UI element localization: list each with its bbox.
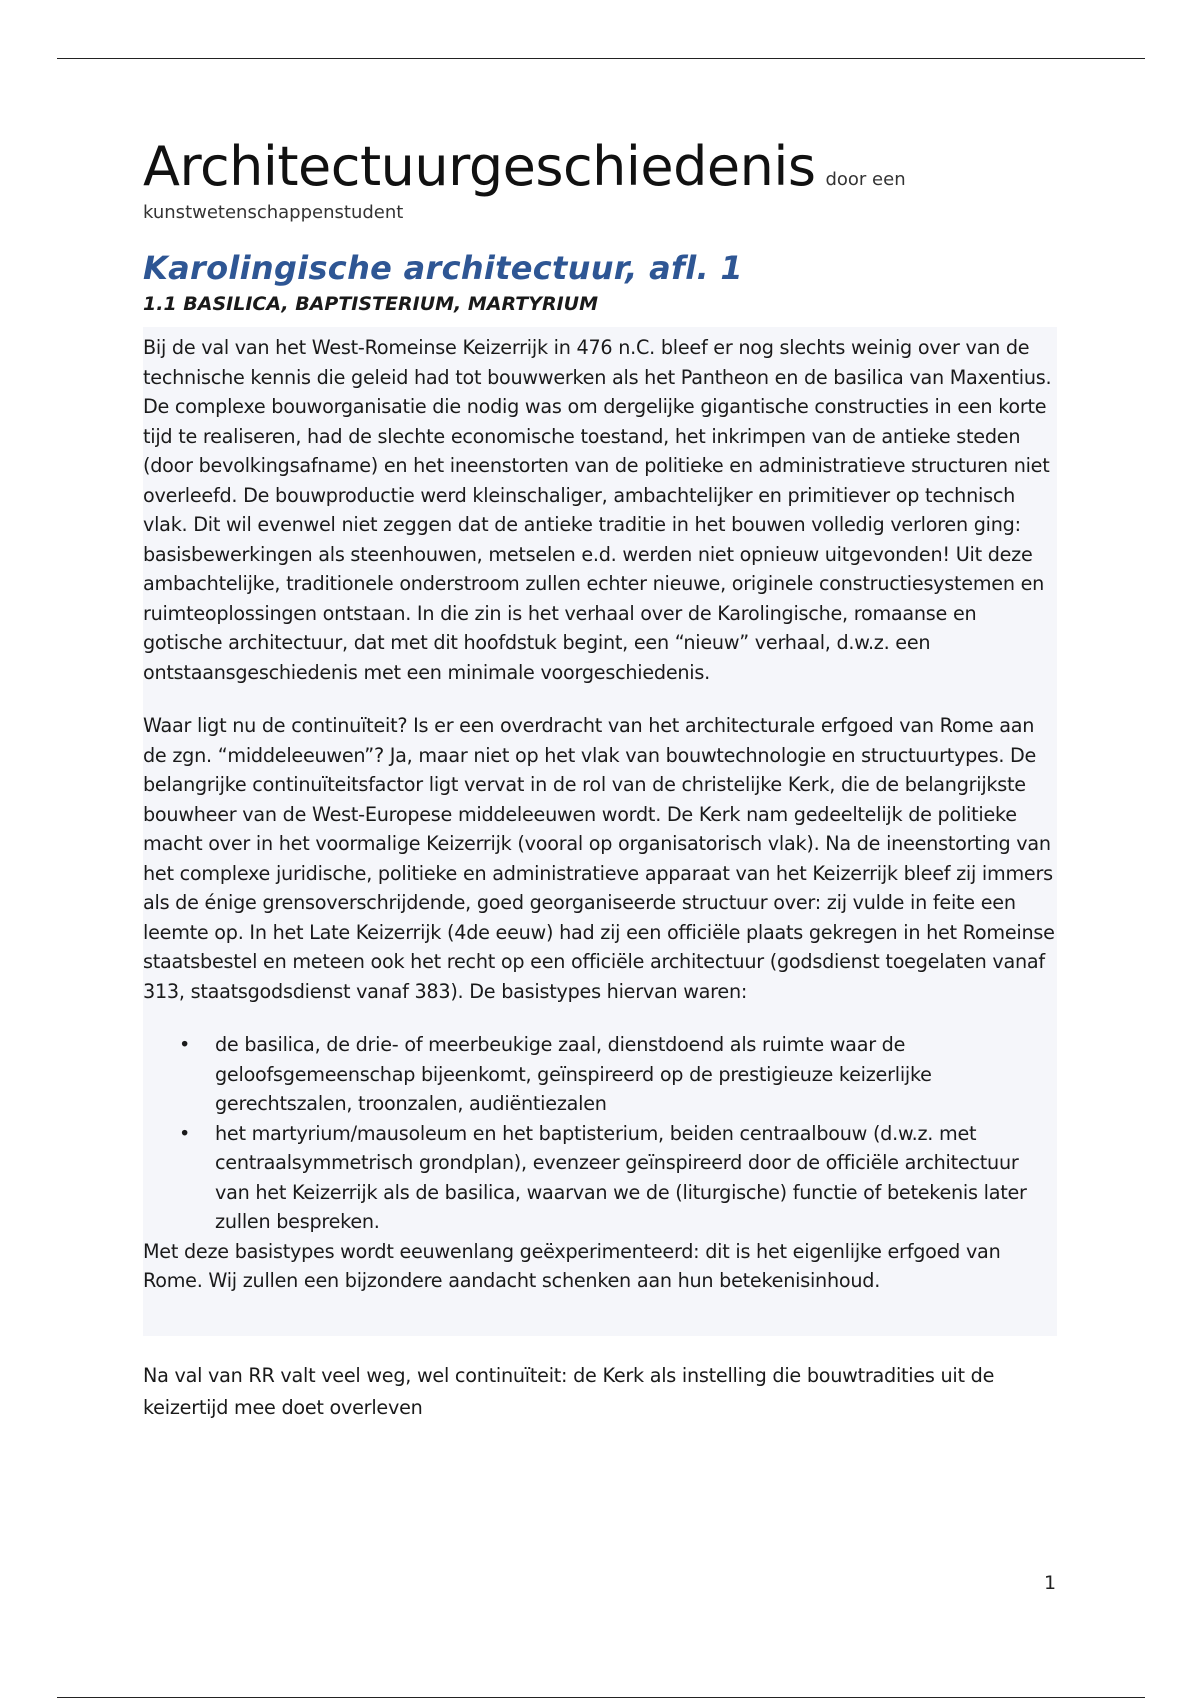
paragraph-2: Waar ligt nu de continuïteit? Is er een overdracht van het architecturale erfgoed van Rome aan de zgn. “middeleeuwen”? Ja, maar niet op het vlak van bouwtechnologie en structuurtypes. De belangrijke continuïteitsfactor ligt vervat in de rol van de christelijke Kerk, die de belangrijkste bouwheer van de West-Europese middeleeuwen wordt. De Kerk nam gedeeltelijk de politieke macht over in het voormalige Keizerrijk (vooral op organisatorisch vlak). Na de ineenstorting van het complexe juridische, politieke en administratieve apparaat van het Keizerrijk bleef zij immers als de énige grensoverschrijdende, goed georganiseerde structuur over: zij vulde in feite een leemte op. In het Late Keizerrijk (4de eeuw) had zij een officiële plaats gekregen in het Romeinse staatsbestel en meteen ook het recht op een officiële architectuur (godsdienst toegelaten vanaf 313, staatsgodsdienst vanaf 383). De basistypes hiervan waren:: [143, 714, 1055, 1003]
note-block: [143, 1360, 1063, 1424]
bullet-icon: •: [179, 1033, 191, 1056]
page-content: [143, 135, 1063, 1424]
page-number: 1: [1044, 1572, 1057, 1594]
paragraph-1: Bij de val van het West-Romeinse Keizerrijk in 476 n.C. bleef er nog slechts weinig over van de technische kennis die geleid had tot bouwwerken als het Pantheon en de basilica van Maxentius. De complexe bouworganisatie die nodig was om dergelijke gigantische constructies in een korte tijd te realiseren, had de slechte economische toestand, het inkrimpen van de antieke steden (door bevolkingsafname) en het ineenstorten van de politieke en administratieve structuren niet overleefd. De bouwproductie werd kleinschaliger, ambachtelijker en primitiever op technisch vlak. Dit wil evenwel niet zeggen dat de antieke traditie in het bouwen volledig verloren ging: basisbewerkingen als steenhouwen, metselen e.d. werden niet opnieuw uitgevonden! Uit deze ambachtelijke, traditionele onderstroom zullen echter nieuwe, originele constructiesystemen en ruimteoplossingen ontstaan. In die zin is het verhaal over de Karolingische, romaanse en gotische architectuur, dat met dit hoofdstuk begint, een “nieuw” verhaal, d.w.z. een ontstaansgeschiedenis met een minimale voorgeschiedenis.: [143, 336, 1052, 684]
document-title: Architectuurgeschiedenis: [143, 135, 816, 198]
basistypes-list: [143, 1030, 1057, 1237]
list-item-text: het martyrium/mausoleum en het baptisterium, beiden centraalbouw (d.w.z. met centraalsymmetrisch grondplan), evenzeer geïnspireerd door de officiële architectuur van het Keizerrijk als de basilica, waarvan we de (liturgische) functie of betekenis later zullen bespreken.: [215, 1121, 1027, 1233]
paragraph-after-list: Met deze basistypes wordt eeuwenlang geëxperimenteerd: dit is het eigenlijke erfgoed van Rome. Wij zullen een bijzondere aandacht schenken aan hun betekenisinhoud.: [143, 1239, 1001, 1292]
list-item: [143, 1030, 1057, 1119]
document-subtitle-part1: door een: [825, 169, 906, 190]
list-item-text: de basilica, de drie- of meerbeukige zaal, dienstdoend als ruimte waar de geloofsgemeenschap bijeenkomt, geïnspireerd op de prestigieuze keizerlijke gerechtszalen, troonzalen, audiëntiezalen: [215, 1033, 932, 1115]
footer-rule: [57, 1697, 1145, 1698]
header-rule: [57, 58, 1145, 59]
note-paragraph: Na val van RR valt veel weg, wel continuïteit: de Kerk als instelling die bouwtradities uit de keizertijd mee doet overleven: [143, 1363, 995, 1419]
list-item: [143, 1119, 1057, 1237]
bullet-icon: •: [179, 1121, 191, 1145]
document-subtitle-part2: kunstwetenschappenstudent: [143, 202, 404, 223]
shaded-text-block: [143, 327, 1057, 1336]
chapter-title: Karolingische architectuur, afl. 1: [143, 249, 743, 287]
document-heading: [143, 135, 1063, 198]
section-title: 1.1 BASILICA, BAPTISTERIUM, MARTYRIUM: [143, 293, 598, 315]
